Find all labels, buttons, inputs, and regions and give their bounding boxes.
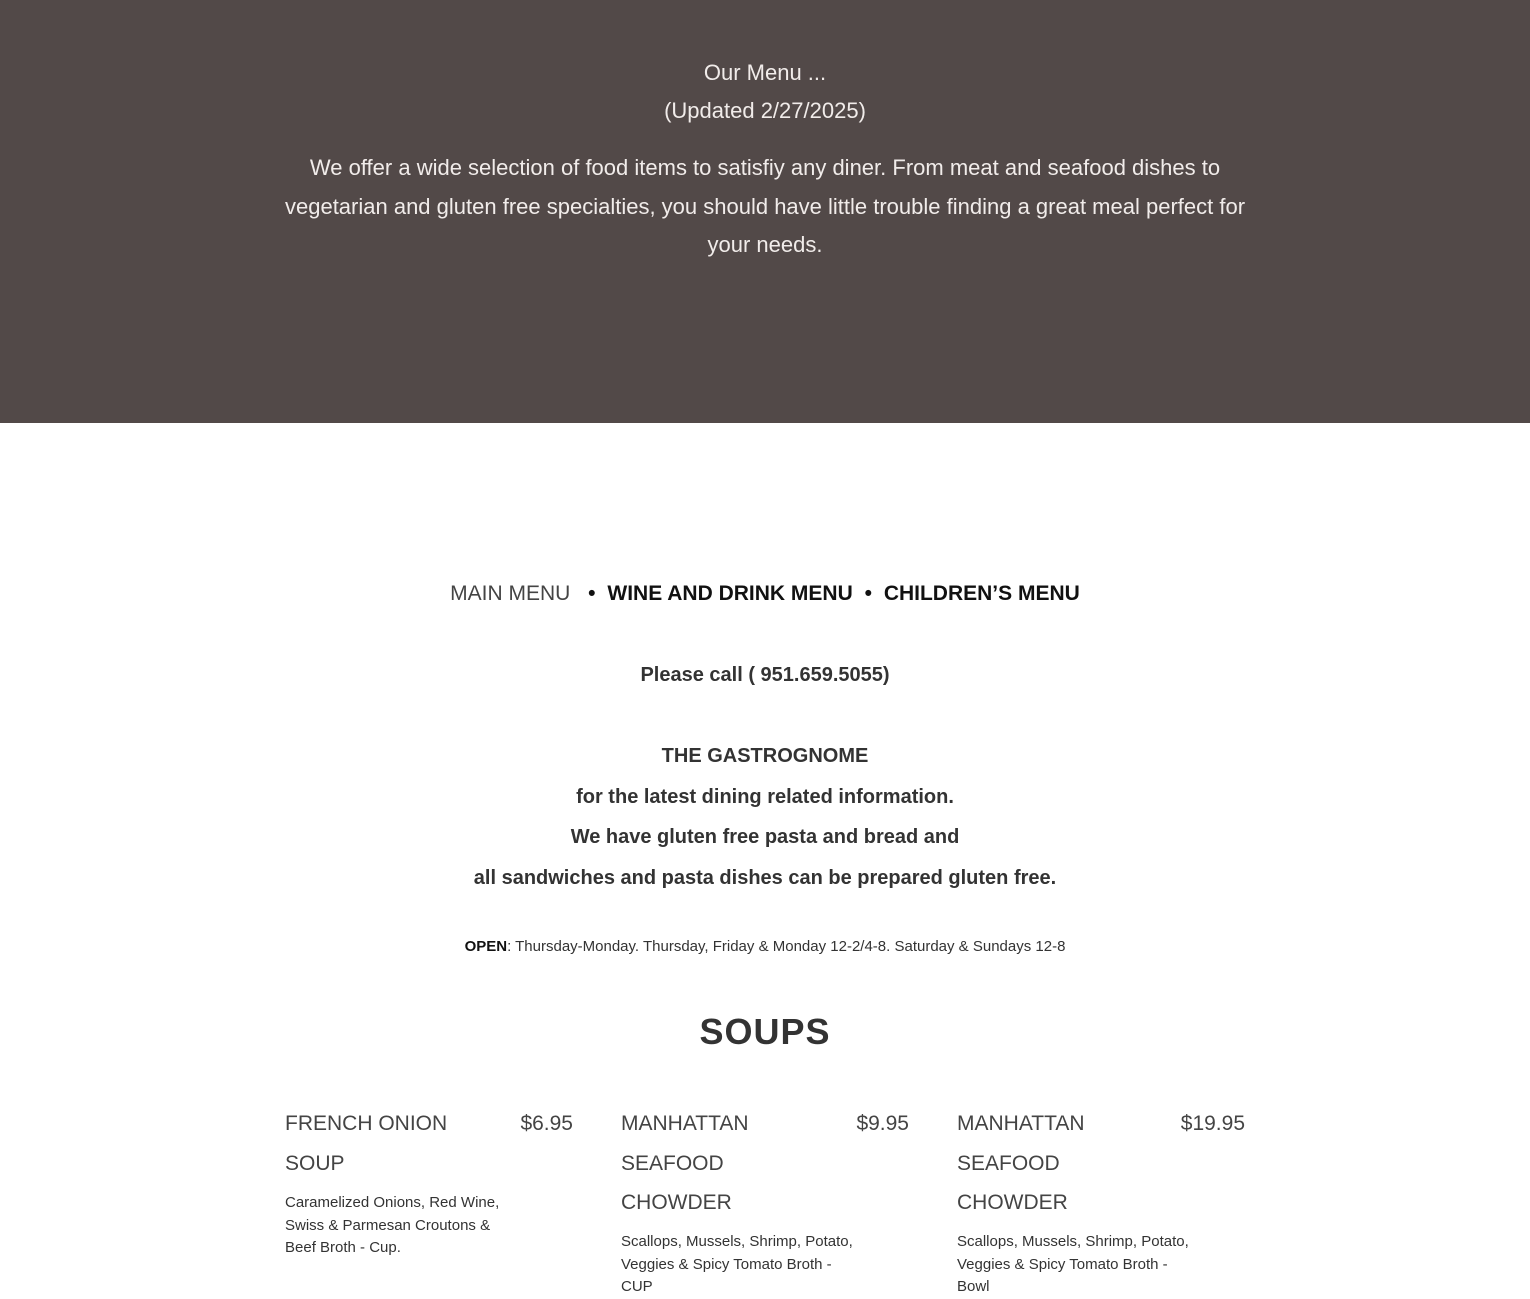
section-title-soups: SOUPS xyxy=(699,1011,831,1052)
menu-item-description: Scallops, Mussels, Shrimp, Potato, Veggies & Spicy Tomato Broth - CUP xyxy=(621,1233,853,1295)
page-title: Our Menu ... xyxy=(703,60,827,85)
menu-item-price: $9.95 xyxy=(856,1112,909,1135)
menu-item-description: Scallops, Mussels, Shrimp, Potato, Veggies & Spicy Tomato Broth - Bowl xyxy=(957,1233,1189,1295)
nav-childrens-menu-link[interactable]: CHILDREN’S MENU xyxy=(883,582,1080,605)
gluten-free-line: We have gluten free pasta and bread and xyxy=(570,826,960,848)
menu-item-price: $6.95 xyxy=(520,1112,573,1135)
updated-date: (Updated 2/27/2025) xyxy=(664,98,866,123)
nav-wine-menu-link[interactable]: WINE AND DRINK MENU xyxy=(607,582,853,605)
nav-separator: • xyxy=(588,582,596,605)
menu-item-description: Caramelized Onions, Red Wine, Swiss & Parmesan Croutons & Beef Broth - Cup. xyxy=(285,1194,500,1256)
menu-item-name: MANHATTAN SEAFOOD CHOWDER xyxy=(621,1112,749,1214)
menu-item-name: MANHATTAN SEAFOOD CHOWDER xyxy=(957,1112,1085,1214)
info-line: for the latest dining related information. xyxy=(576,786,954,808)
hero-banner xyxy=(0,0,1530,423)
nav-separator: • xyxy=(864,582,872,605)
menu-item-price: $19.95 xyxy=(1180,1112,1245,1135)
menu-navigation xyxy=(0,578,1530,610)
call-notice: Please call ( 951.659.5055) xyxy=(640,664,890,686)
open-label: OPEN xyxy=(464,938,508,955)
gluten-free-line-2: all sandwiches and pasta dishes can be prepared gluten free. xyxy=(473,867,1057,889)
nav-main-menu[interactable]: MAIN MENU xyxy=(450,582,571,605)
opening-hours xyxy=(0,936,1530,958)
open-hours-text: : Thursday-Monday. Thursday, Friday & Monday 12-2/4-8. Saturday & Sundays 12-8 xyxy=(507,938,1066,955)
restaurant-name: THE GASTROGNOME xyxy=(661,745,869,767)
menu-item-name: FRENCH ONION SOUP xyxy=(285,1112,448,1175)
menu-intro-text: We offer a wide selection of food items to satisfiy any diner. From meat and seafood dishes to vegetarian and gluten free specialties, you should have little trouble finding a great meal perfect for your needs. xyxy=(284,155,1246,257)
